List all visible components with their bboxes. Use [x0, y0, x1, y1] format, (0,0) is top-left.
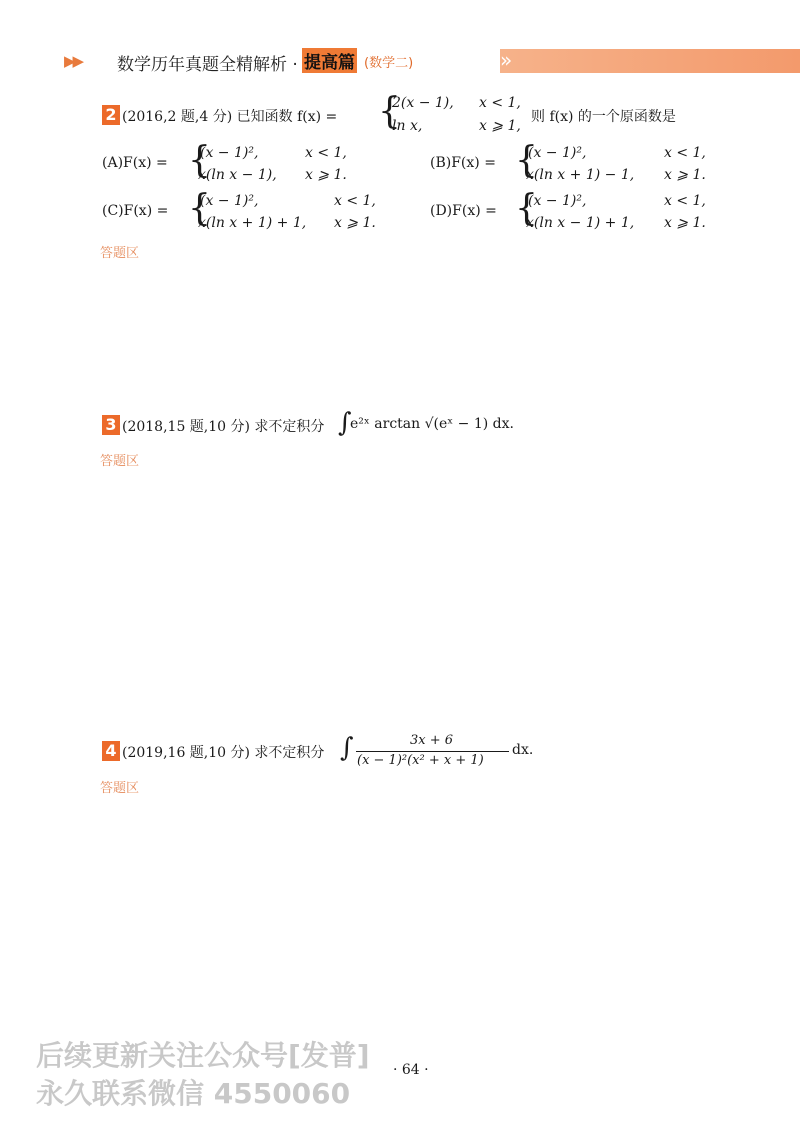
- question-number-badge: 4: [102, 741, 120, 761]
- brace-icon: {: [515, 188, 538, 229]
- question-suffix: 则 f(x) 的一个原函数是: [531, 109, 676, 125]
- option-c-row1-cond: x < 1,: [334, 193, 376, 209]
- case-1-expr: 2(x − 1),: [392, 95, 454, 111]
- option-a-label: (A)F(x) =: [102, 155, 168, 171]
- fraction-bar: [356, 751, 509, 752]
- option-d-row2-cond: x ⩾ 1.: [664, 215, 706, 231]
- integral-sign-icon: ∫: [340, 733, 354, 763]
- option-c-row2-expr: x(ln x + 1) + 1,: [198, 215, 307, 231]
- answer-area-label: 答题区: [100, 781, 140, 796]
- option-c-label: (C)F(x) =: [102, 203, 169, 219]
- option-d-row2-expr: x(ln x − 1) + 1,: [526, 215, 635, 231]
- option-d-row1-cond: x < 1,: [664, 193, 706, 209]
- option-a-row2-expr: x(ln x − 1),: [198, 167, 277, 183]
- option-d-row1-expr: (x − 1)²,: [528, 193, 587, 209]
- question-prefix: (2016,2 题,4 分) 已知函数 f(x) =: [122, 109, 338, 125]
- answer-area-label: 答题区: [100, 246, 140, 261]
- question-prefix: (2019,16 题,10 分) 求不定积分: [122, 745, 325, 761]
- fraction-denominator: (x − 1)²(x² + x + 1): [357, 753, 484, 768]
- option-b-row2-cond: x ⩾ 1.: [664, 167, 706, 183]
- fraction-numerator: 3x + 6: [410, 733, 454, 748]
- header-highlight: 提高篇: [302, 48, 357, 73]
- question-prefix: (2018,15 题,10 分) 求不定积分: [122, 419, 325, 435]
- option-d-label: (D)F(x) =: [430, 203, 497, 219]
- option-b-row1-cond: x < 1,: [664, 145, 706, 161]
- brace-icon: {: [378, 91, 401, 132]
- brace-icon: {: [188, 140, 211, 181]
- watermark-line-2: 永久联系微信 4550060: [36, 1077, 351, 1110]
- option-b-row2-expr: x(ln x + 1) − 1,: [526, 167, 635, 183]
- question-number-badge: 2: [102, 105, 120, 125]
- option-a-row1-expr: (x − 1)²,: [200, 145, 259, 161]
- header-title: 数学历年真题全精解析 ·: [117, 55, 298, 75]
- integral-differential: dx.: [512, 742, 534, 758]
- header-subtitle: (数学二): [364, 56, 414, 71]
- option-c-row1-expr: (x − 1)²,: [200, 193, 259, 209]
- header-chevron-icon: »: [500, 48, 507, 72]
- integral-sign-icon: ∫: [338, 408, 352, 438]
- case-2-cond: x ⩾ 1,: [479, 118, 521, 134]
- option-b-label: (B)F(x) =: [430, 155, 496, 171]
- header-band: [500, 49, 800, 73]
- answer-area-label: 答题区: [100, 454, 140, 469]
- option-c-row2-cond: x ⩾ 1.: [334, 215, 376, 231]
- case-2-expr: ln x,: [392, 118, 423, 134]
- page-number: · 64 ·: [393, 1062, 429, 1078]
- page-header: [0, 0, 800, 90]
- brace-icon: {: [188, 188, 211, 229]
- option-b-row1-expr: (x − 1)²,: [528, 145, 587, 161]
- brace-icon: {: [515, 140, 538, 181]
- question-number-badge: 3: [102, 415, 120, 435]
- integrand: e²ˣ arctan √(eˣ − 1) dx.: [350, 416, 514, 432]
- option-a-row1-cond: x < 1,: [305, 145, 347, 161]
- watermark-line-1: 后续更新关注公众号[发普]: [36, 1039, 370, 1072]
- case-1-cond: x < 1,: [479, 95, 521, 111]
- header-arrows-icon: ▶▶: [64, 52, 82, 70]
- option-a-row2-cond: x ⩾ 1.: [305, 167, 347, 183]
